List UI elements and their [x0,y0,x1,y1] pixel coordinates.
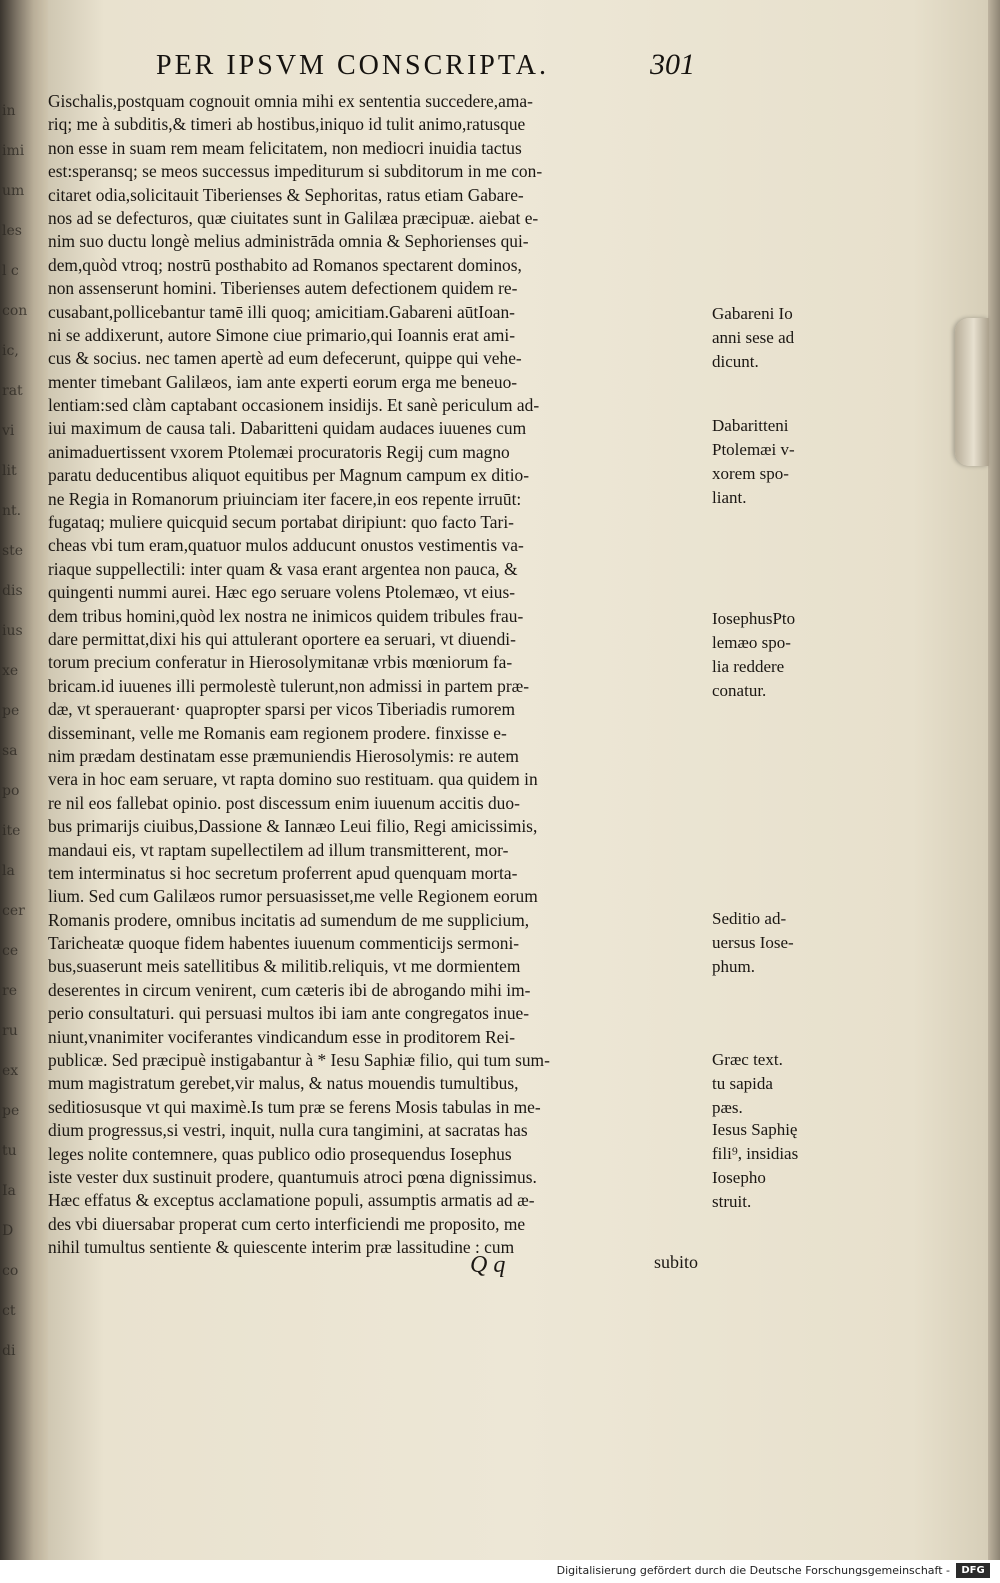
left-page-fragment: ste [2,543,24,559]
left-page-fragment: con [2,303,28,319]
text-line: cheas vbi tum eram,quatuor mulos adducunt onustos vestimentis va- [48,535,524,556]
dfg-logo-text: DFG [961,1565,985,1576]
text-line: tem interminatus si hoc secretum proferrent apud quenquam morta- [48,862,518,883]
margin-note-line: anni sese ad [712,328,795,347]
left-page-fragment: re [2,983,17,999]
text-line: dem tribus homini,quòd lex nostra ne inimicos quidem tribules frau- [48,605,524,626]
text-line: perio consultaturi. qui persuasi multos ibi iam ante congregatos inue- [48,1003,530,1024]
left-page-fragment: sa [2,743,18,759]
text-line: niunt,vnanimiter vociferantes vindicandum esse in proditorem Rei- [48,1026,516,1047]
margin-note-line: lemæo spo- [712,633,791,652]
dfg-logo-icon [956,1563,990,1578]
left-page-fragment: ru [2,1023,18,1039]
left-page-fragment: ic, [2,343,19,359]
text-line: seditiosusque vt qui maximè.Is tum præ se ferens Mosis tabulas in me- [48,1096,541,1117]
text-line: lium. Sed cum Galilæos rumor persuasisset,me velle Regionem eorum [48,886,538,907]
margin-note-iesus [712,1118,842,1214]
text-line: dem,quòd vtroq; nostrū posthabito ad Romanos spectarent dominos, [48,254,522,275]
text-line: bus primarijs ciuibus,Dassione & Iannæo Leui filio, Regi amicissimis, [48,816,538,837]
margin-note-line: xorem spo- [712,464,789,483]
text-line: publicæ. Sed præcipuè instigabantur à * Iesu Saphiæ filio, qui tum sum- [48,1050,550,1071]
margin-note-line: Græc text. [712,1050,783,1069]
text-line: mandaui eis, vt raptam supellectilem ad illum transmitterent, mor- [48,839,509,860]
text-line: ne Regia in Romanorum priuinciam iter facere,in eos repente irruūt: [48,488,522,509]
text-line: bus,suaserunt meis satellitibus & militib.reliquis, vt me dormientem [48,956,521,977]
margin-note-seditio [712,907,842,979]
margin-note-line: Seditio ad- [712,909,787,928]
page-number: 301 [650,48,695,81]
text-line: vera in hoc eam seruare, vt rapta domino suo restituam. qua quidem in [48,769,538,790]
text-line: fugataq; muliere quicquid secum portabat diripiunt: quo facto Tari- [48,512,514,533]
text-line: riaque suppellectili: inter quam & vasa erant argentea non pauca, & [48,558,518,579]
margin-note-line: liant. [712,488,747,507]
text-line: Romanis prodere, omnibus incitatis ad sumendum de me supplicium, [48,909,530,930]
left-page-fragment: um [2,183,25,199]
signature-mark: Q q [470,1252,506,1278]
margin-note-line: dicunt. [712,352,759,371]
text-line: lentiam:sed clàm captabant occasionem insidijs. Et sanè periculum ad- [48,395,540,416]
margin-note-line: IosephusPto [712,609,796,628]
text-line: des vbi diuersabar properat cum certo interficiendi me proposito, me [48,1213,526,1234]
left-page-fragment: ite [2,823,21,839]
left-page-fragment: ex [2,1063,19,1079]
text-line: Taricheatæ quoque fidem habentes iuuenum commenticijs sermoni- [48,933,520,954]
text-line: citaret odia,solicitauit Tiberienses & Sephoritas, ratus etiam Gabare- [48,184,524,205]
text-line: non assenserunt homini. Tiberienses autem defectionem quidem re- [48,278,518,299]
text-line: deserentes in circum venirent, cum cæteris ibi de abrogando mihi im- [48,979,531,1000]
margin-note-dabaritteni [712,414,842,510]
text-line: re nil eos fallebat opinio. post discessum enim iuuenum accitis duo- [48,792,520,813]
margin-note-graec-text [712,1048,842,1120]
text-line: Hæc effatus & exceptus acclamatione populi, assumptis armatis ad æ- [48,1190,535,1211]
left-page-fragment: pe [2,703,20,719]
left-page-fragment: cer [2,903,25,919]
margin-note-line: uersus Iose- [712,933,794,952]
margin-note-line: pæs. [712,1098,743,1117]
left-page-fragment: in [2,103,16,119]
text-line: quingenti nummi aurei. Hæc ego seruare volens Ptolemæo, vt eius- [48,582,516,603]
text-line: torum precium conferatur in Hierosolymitanæ vrbis mœniorum fa- [48,652,513,673]
margin-note-iosephus [712,607,842,703]
left-page-fragment: dis [2,583,23,599]
text-line: nim prædam destinatam esse præmuniendis Hierosolymis: re autem [48,745,519,766]
left-page-fragment: Ia [2,1183,16,1199]
margin-note-line: fili⁹, insidias [712,1144,799,1163]
text-line: iste vester dux sustinuit prodere, quantumuis atroci pœna dignissimus. [48,1166,537,1187]
text-line: non esse in suam rem meam felicitatem, non mediocri inuidia tactus [48,137,522,158]
left-page-fragment: tu [2,1143,17,1159]
left-page-fragment: lit [2,463,17,479]
text-line: disseminant, velle me Romanis eam regionem prodere. finxisse e- [48,722,507,743]
text-line: bricam.id iuuenes illi permolestè tulerunt,non admissi in partem præ- [48,675,530,696]
left-page-fragment: imi [2,143,25,159]
left-page-fragment: xe [2,663,19,679]
text-line: dium progressus,si vestri, inquit, nulla cura tangimini, at sacratas has [48,1120,528,1141]
running-title: PER IPSVM CONSCRIPTA. [156,50,549,81]
footer-credit: Digitalisierung gefördert durch die Deutsche Forschungsgemeinschaft - [556,1564,950,1577]
text-line: Gischalis,postquam cognouit omnia mihi ex sententia succedere,ama- [48,91,533,111]
left-page-fragment: la [2,863,15,879]
margin-note-line: lia reddere [712,657,785,676]
left-page-fragment: nt. [2,503,22,519]
main-text-column [48,90,710,1260]
left-page-fragment: co [2,1263,19,1279]
text-line: mum magistratum gerebet,vir malus, & natus mouendis tumultibus, [48,1073,519,1094]
margin-note-gabareni [712,302,842,374]
text-line: riq; me à subditis,& timeri ab hostibus,iniquo id tulit animo,ratusque [48,114,526,135]
text-line: nim suo ductu longè melius administrāda omnia & Sephorienses qui- [48,231,529,252]
left-page-fragment: vi [2,423,15,439]
left-page-fragment: po [2,783,20,799]
margin-note-line: Dabaritteni [712,416,789,435]
margin-note-line: Ptolemæi v- [712,440,795,459]
text-line: animaduertissent vxorem Ptolemæi procuratoris Regij cum magno [48,441,510,462]
text-line: dare permittat,dixi his qui attulerant oportere ea seruari, vt diuendi- [48,628,516,649]
left-page-fragment: les [2,223,22,239]
margin-note-line: Iesus Saphię [712,1120,798,1139]
page-clip [955,318,989,466]
margin-note-line: phum. [712,957,755,976]
text-line: cus & socius. nec tamen apertè ad eum defecerunt, quippe qui vehe- [48,348,522,369]
margin-note-line: Iosepho [712,1168,766,1187]
text-line: leges nolite contemnere, quas publico odio prosequendus Iosephus [48,1143,512,1164]
text-line: nos ad se defecturos, quæ ciuitates sunt in Galilæa præcipuæ. aiebat e- [48,207,539,228]
text-line: est:speransq; se meos successus impediturum si subditorum in me con- [48,161,543,182]
margin-note-line: Gabareni Io [712,304,793,323]
text-line: iui maximum de causa tali. Dabaritteni quidam audaces iuuenes cum [48,418,527,439]
left-page-fragment: l c [2,263,19,279]
margin-note-line: conatur. [712,681,767,700]
text-line: paratu deducentibus aliquot equitibus per Magnum campum ex ditio- [48,465,530,486]
left-page-fragment: ce [2,943,19,959]
left-page-fragment: rat [2,383,23,399]
left-page-spine [0,0,48,1560]
margin-note-line: tu sapida [712,1074,773,1093]
left-page-fragment: pe [2,1103,20,1119]
text-line: ni se addixerunt, autore Simone ciue primario,qui Ioannis erat ami- [48,324,515,345]
text-line: dæ, vt sperauerant· quapropter sparsi per vicos Tiberiadis rumorem [48,699,516,720]
left-page-fragment: ct [2,1303,16,1319]
left-page-fragment: di [2,1343,16,1359]
left-page-fragment: D [2,1223,14,1239]
page-edge [988,0,1000,1560]
left-page-fragment: ius [2,623,23,639]
text-line: menter timebant Galilæos, iam ante experti eorum erga me beneuo- [48,371,518,392]
text-line: nihil tumultus sentiente & quiescente interim præ lassitudine : cum [48,1237,515,1258]
catchword: subito [654,1252,699,1272]
margin-note-line: struit. [712,1192,752,1211]
text-line: cusabant,pollicebantur tamē illi quoq; amicitiam.Gabareni aūtIoan- [48,301,515,322]
